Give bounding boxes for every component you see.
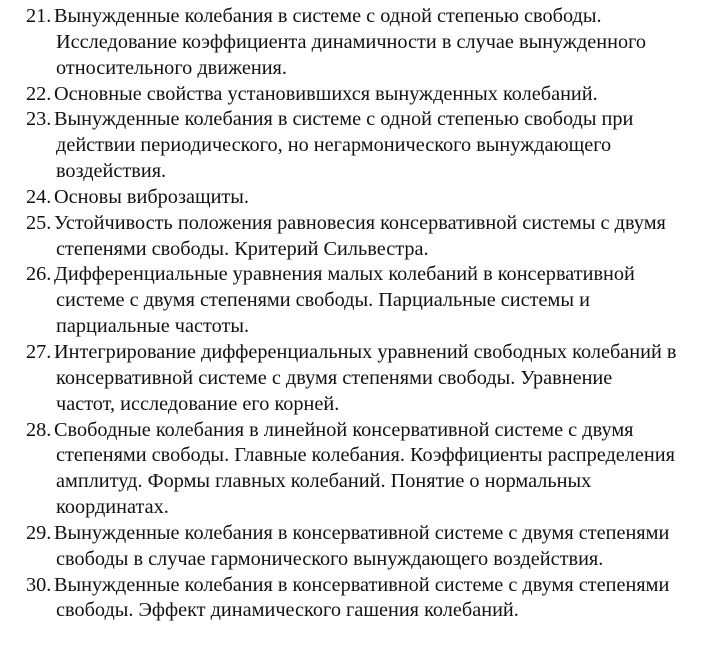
item-number: 23. (26, 108, 52, 131)
item-text-line: Вынужденные колебания в консервативной системе с двумя степенями (54, 521, 670, 544)
list-item (0, 262, 704, 340)
list-item (0, 211, 704, 263)
item-text-line: Вынужденные колебания в системе с одной степенью свободы. (54, 5, 602, 27)
item-text-line: Вынужденные колебания в консервативной системе с двумя степенями (54, 573, 670, 596)
item-text-line: системе с двумя степенями свободы. Парциальные системы и (56, 289, 590, 312)
item-number: 25. (26, 211, 52, 234)
item-text-line: Дифференциальные уравнения малых колебаний в консервативной (54, 263, 635, 286)
numbered-question-list (0, 4, 704, 624)
item-number: 30. (26, 573, 52, 596)
item-text-line: Основы виброзащиты. (54, 185, 249, 208)
item-number: 29. (26, 521, 52, 544)
item-number: 26. (26, 263, 52, 286)
item-text-line: степенями свободы. Главные колебания. Коэффициенты распределения (56, 444, 675, 467)
item-text-line: Устойчивость положения равновесия консервативной системы с двумя (54, 211, 666, 234)
item-number: 28. (26, 418, 52, 441)
list-item (0, 340, 704, 418)
item-text-line: относительного движения. (56, 56, 287, 79)
item-number: 22. (26, 82, 52, 105)
item-number: 27. (26, 340, 52, 363)
item-text-line: парциальные частоты. (56, 315, 250, 338)
item-text-line: консервативной системе с двумя степенями свободы. Уравнение (56, 366, 613, 389)
item-text-line: действии периодического, но негармонического вынуждающего (56, 134, 612, 157)
item-number: 24. (26, 185, 52, 208)
item-number: 21. (26, 5, 52, 27)
item-text-line: частот, исследование его корней. (56, 392, 340, 415)
list-item (0, 521, 704, 573)
item-text-line: Интегрирование дифференциальных уравнений свободных колебаний в (54, 340, 677, 363)
item-text-line: свободы. Эффект динамического гашения колебаний. (56, 599, 519, 622)
item-text-line: свободы в случае гармонического вынуждающего воздействия. (56, 547, 604, 570)
item-text-line: Вынужденные колебания в системе с одной степенью свободы при (54, 108, 634, 131)
list-item (0, 185, 704, 211)
list-item (0, 82, 704, 108)
list-item (0, 107, 704, 185)
list-item (0, 573, 704, 625)
item-text-line: степенями свободы. Критерий Сильвестра. (56, 237, 429, 260)
item-text-line: Исследование коэффициента динамичности в случае вынужденного (56, 30, 647, 53)
list-item (0, 418, 704, 521)
item-text-line: воздействия. (56, 160, 167, 183)
list-item (0, 4, 704, 82)
item-text-line: Свободные колебания в линейной консервативной системе с двумя (54, 418, 634, 441)
item-text-line: координатах. (56, 496, 169, 519)
item-text-line: Основные свойства установившихся вынужденных колебаний. (54, 82, 598, 105)
item-text-line: амплитуд. Формы главных колебаний. Понятие о нормальных (56, 470, 592, 493)
